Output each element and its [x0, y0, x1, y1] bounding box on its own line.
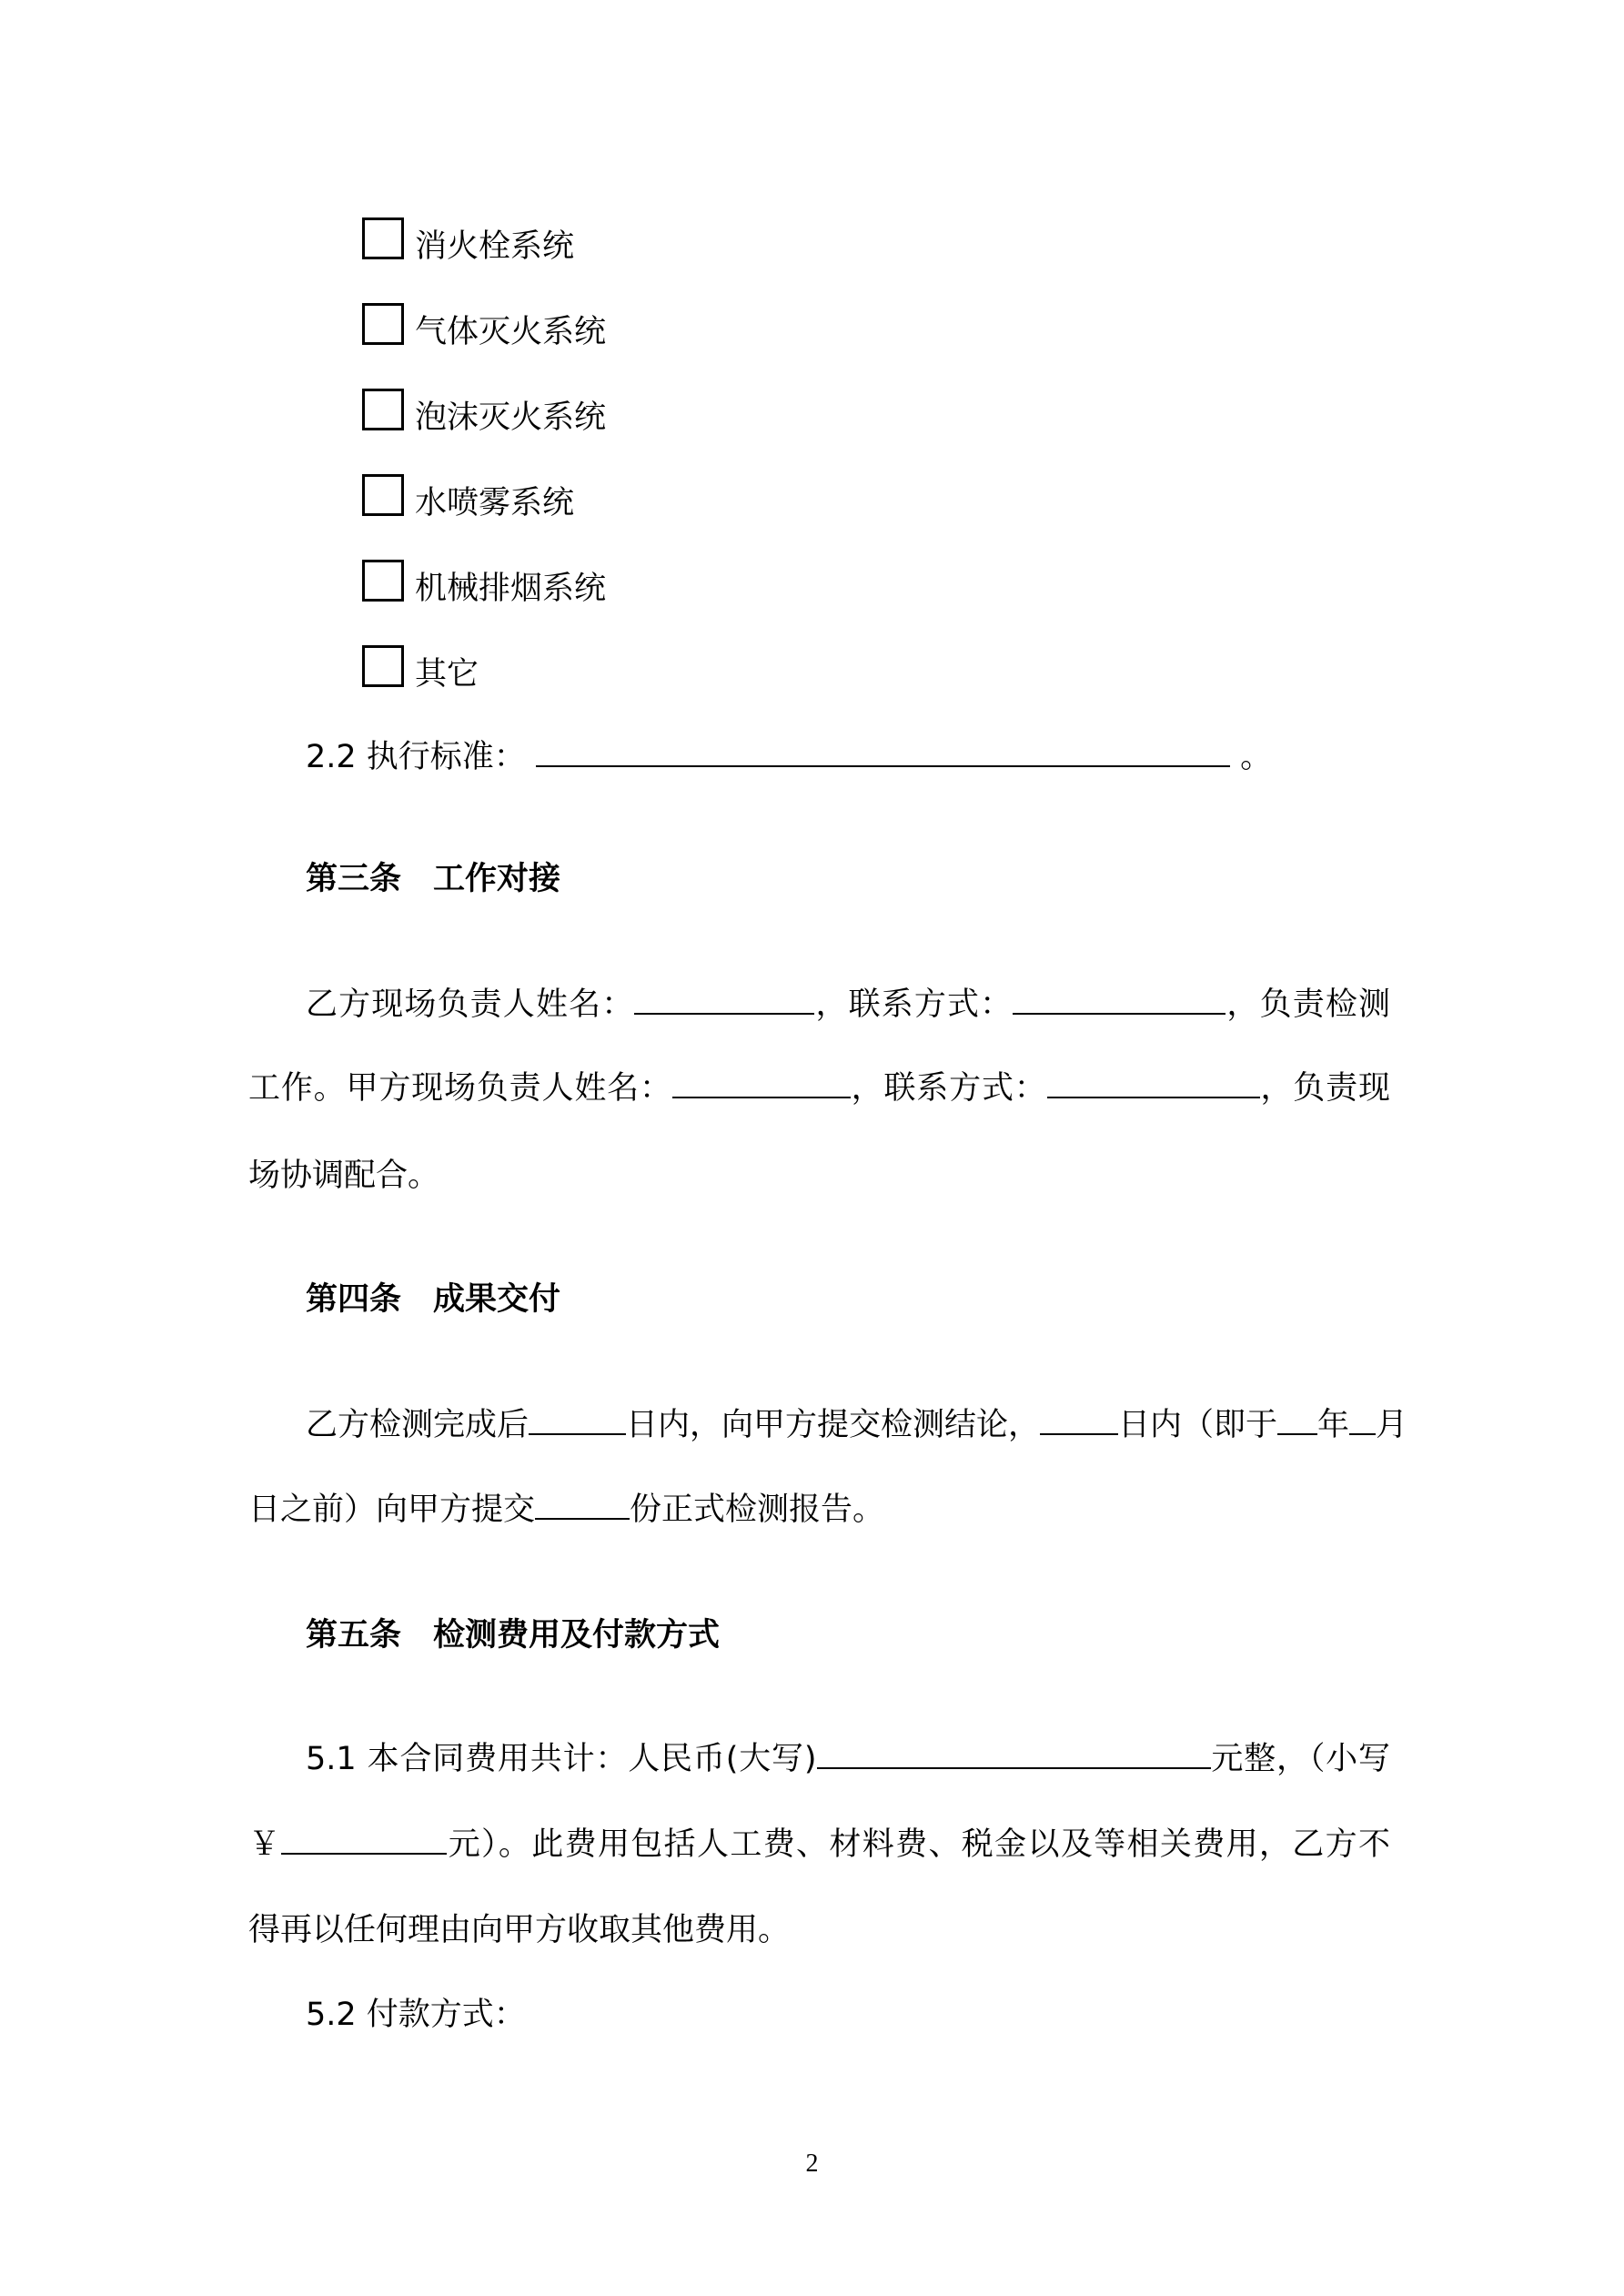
checkbox-water-mist[interactable]	[362, 474, 404, 516]
standard-line	[306, 736, 1272, 778]
checkbox-smoke[interactable]	[362, 560, 404, 602]
days-blank[interactable]	[529, 1406, 626, 1435]
contractor-name-blank[interactable]	[634, 986, 814, 1015]
month-blank[interactable]	[1349, 1406, 1376, 1435]
period: 。	[1240, 739, 1273, 775]
article-5-heading: 第五条 检测费用及付款方式	[306, 1617, 721, 1654]
page-number: 2	[805, 2149, 819, 2178]
paragraph-line	[306, 1404, 1408, 1446]
amount-figures-blank[interactable]	[281, 1826, 447, 1855]
text: 元整，（小写	[1210, 1741, 1390, 1777]
text: 份正式检测报告。	[630, 1492, 885, 1528]
text: 日内（即于	[1118, 1407, 1278, 1443]
paragraph-line	[306, 1738, 1390, 1780]
client-name-blank[interactable]	[672, 1069, 851, 1098]
checkbox-label: 气体灭火系统	[415, 314, 607, 350]
client-contact-blank[interactable]	[1047, 1069, 1260, 1098]
payment-method-label: 5.2 付款方式：	[306, 1997, 526, 2033]
paragraph-line	[306, 984, 1390, 1026]
checkbox-label: 泡沫灭火系统	[415, 400, 607, 436]
checkbox-hydrant[interactable]	[362, 217, 404, 259]
standard-label: 2.2 执行标准：	[306, 739, 526, 775]
text: 工作。甲方现场负责人姓名：	[248, 1070, 672, 1107]
text: 年	[1317, 1407, 1350, 1443]
standard-blank[interactable]	[536, 738, 1230, 767]
text: 元）。此费用包括人工费、材料费、税金以及等相关费用，乙方不	[447, 1826, 1390, 1863]
paragraph-line: 场协调配合。	[248, 1158, 440, 1194]
contractor-contact-blank[interactable]	[1013, 986, 1226, 1015]
checkbox-label: 其它	[415, 656, 479, 693]
checkbox-label: 水喷雾系统	[415, 485, 575, 521]
text: ，负责检测	[1226, 986, 1390, 1023]
checkbox-foam[interactable]	[362, 389, 404, 430]
text: 日内，向甲方提交检测结论，	[626, 1407, 1041, 1443]
article-4-heading: 第四条 成果交付	[306, 1281, 561, 1318]
paragraph-line	[248, 1824, 1390, 1866]
checkbox-label: 消火栓系统	[415, 228, 575, 265]
copies-blank[interactable]	[535, 1491, 630, 1520]
text: ￥	[248, 1826, 282, 1863]
checkbox-label: 机械排烟系统	[415, 571, 607, 607]
text: 乙方现场负责人姓名：	[306, 986, 635, 1023]
report-days-blank[interactable]	[1040, 1406, 1118, 1435]
article-3-heading: 第三条 工作对接	[306, 861, 561, 897]
checkbox-gas[interactable]	[362, 303, 404, 345]
text: 月	[1376, 1407, 1408, 1443]
text: ，联系方式：	[850, 1070, 1047, 1107]
year-blank[interactable]	[1277, 1406, 1317, 1435]
text: 5.1 本合同费用共计：人民币(大写)	[306, 1741, 817, 1777]
paragraph-line	[248, 1067, 1390, 1109]
paragraph-line: 得再以任何理由向甲方收取其他费用。	[248, 1912, 791, 1948]
text: 乙方检测完成后	[306, 1407, 530, 1443]
text: ，负责现	[1259, 1070, 1390, 1107]
amount-words-blank[interactable]	[817, 1740, 1211, 1769]
checkbox-other[interactable]	[362, 645, 404, 687]
text: ，联系方式：	[814, 986, 1014, 1023]
text: 日之前）向甲方提交	[248, 1492, 536, 1528]
paragraph-line	[248, 1489, 884, 1531]
